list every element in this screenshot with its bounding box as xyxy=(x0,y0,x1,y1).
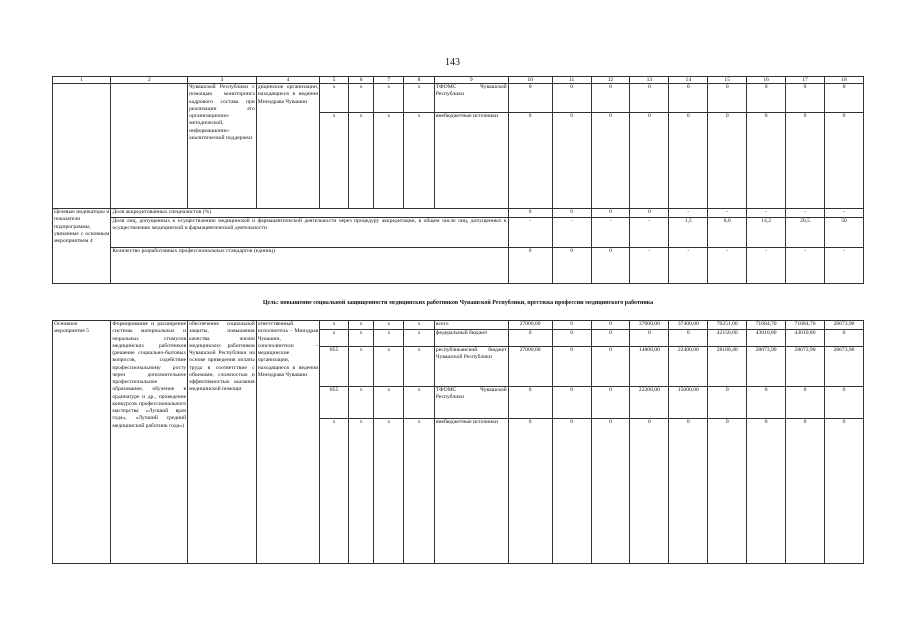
value-cell: 37000,00 xyxy=(630,321,669,330)
table-row xyxy=(53,321,864,330)
code-cell: x xyxy=(404,419,435,564)
table-row xyxy=(53,84,864,113)
value-cell: 0 xyxy=(786,419,825,564)
code-cell: x xyxy=(374,387,404,419)
value-cell: 20,5 xyxy=(786,218,825,248)
value-cell: 0 xyxy=(786,387,825,419)
value-cell: 71684,70 xyxy=(786,321,825,330)
value-cell: 0 xyxy=(786,84,825,113)
indicator-row xyxy=(53,209,864,218)
activity-goal: обеспечение социальной защиты, повышения качества жизни медицинских работников Чувашской Республики на основе приведения оплаты труда в соответствие с объемами, сложностью и эффективностью оказания медицинской помощи xyxy=(188,321,257,564)
header-cell: 15 xyxy=(708,77,747,84)
header-cell: 13 xyxy=(630,77,669,84)
value-cell: - xyxy=(508,218,552,248)
value-cell: 50 xyxy=(824,218,863,248)
code-cell: x xyxy=(404,321,435,330)
value-cell: 0 xyxy=(747,113,786,209)
value-cell: 14,2 xyxy=(747,218,786,248)
empty-cell xyxy=(111,84,188,209)
goal-heading: Цель: повышение социальной защищенности медицинских работников Чувашской Республики, престижа профессии медицинского работника xyxy=(262,300,654,306)
source-cell: республиканский бюджет Чувашской Республики xyxy=(434,347,508,387)
header-cell: 1 xyxy=(53,77,111,84)
code-cell: x xyxy=(404,84,435,113)
value-cell: 0 xyxy=(591,347,630,387)
value-cell: 22400,00 xyxy=(669,347,708,387)
value-cell: 0 xyxy=(747,84,786,113)
value-cell: 0 xyxy=(591,387,630,419)
code-cell: x xyxy=(320,113,349,209)
indicator-row xyxy=(53,218,864,248)
source-cell: ТФОМС Чувашской Республики xyxy=(434,387,508,419)
value-cell: 28100,40 xyxy=(708,347,747,387)
task-description: Чувашской Республики с помощью мониторинга кадрового состава при реализации его организационно-методической, информационно-аналитической поддержки xyxy=(188,84,257,209)
value-cell: 0 xyxy=(630,419,669,564)
value-cell: - xyxy=(708,209,747,218)
value-cell: 0 xyxy=(552,387,591,419)
code-cell: x xyxy=(348,321,374,330)
value-cell: 0 xyxy=(508,330,552,347)
value-cell: 28673,90 xyxy=(824,321,863,330)
value-cell: 0 xyxy=(552,321,591,330)
code-cell: x xyxy=(348,330,374,347)
value-cell: 27000,00 xyxy=(508,347,552,387)
value-cell: 43010,80 xyxy=(786,330,825,347)
value-cell: 22200,00 xyxy=(630,387,669,419)
header-cell: 4 xyxy=(256,77,319,84)
value-cell: 0 xyxy=(508,387,552,419)
header-cell: 2 xyxy=(111,77,188,84)
value-cell: 0 xyxy=(630,84,669,113)
value-cell: 0 xyxy=(552,419,591,564)
value-cell: 0 xyxy=(747,387,786,419)
value-cell: 0 xyxy=(669,419,708,564)
value-cell: 0 xyxy=(552,248,591,284)
value-cell: 0 xyxy=(552,209,591,218)
executor-cell: ответственный исполнитель – Минздрав Чувашии, соисполнители – медицинские организации, находящиеся в ведении Минздрава Чувашии xyxy=(256,321,319,564)
value-cell: - xyxy=(824,248,863,284)
code-cell: x xyxy=(374,321,404,330)
value-cell: 0 xyxy=(552,347,591,387)
header-cell: 12 xyxy=(591,77,630,84)
value-cell: 0 xyxy=(591,84,630,113)
value-cell: 0 xyxy=(708,84,747,113)
value-cell: 0 xyxy=(747,419,786,564)
code-cell: x xyxy=(404,113,435,209)
value-cell: 0 xyxy=(669,113,708,209)
code-cell: x xyxy=(348,84,374,113)
value-cell: 28673,90 xyxy=(786,347,825,387)
value-cell: 0 xyxy=(591,113,630,209)
value-cell: 0 xyxy=(591,419,630,564)
value-cell: 0 xyxy=(508,209,552,218)
value-cell: 0 xyxy=(591,330,630,347)
value-cell: 0 xyxy=(630,330,669,347)
program-table-top xyxy=(52,76,864,284)
value-cell: - xyxy=(708,248,747,284)
value-cell: 0 xyxy=(591,321,630,330)
value-cell: 27000,00 xyxy=(508,321,552,330)
value-cell: 14800,00 xyxy=(630,347,669,387)
value-cell: 0 xyxy=(552,113,591,209)
header-cell: 3 xyxy=(188,77,257,84)
value-cell: 0 xyxy=(824,84,863,113)
value-cell: 0 xyxy=(591,248,630,284)
indicator-name: Доля аккредитованных специалистов (%) xyxy=(111,209,508,218)
page-number: 143 xyxy=(445,57,460,68)
header-cell: 5 xyxy=(320,77,349,84)
source-cell: ТФОМС Чувашской Республики xyxy=(434,84,508,113)
code-cell: x xyxy=(404,347,435,387)
value-cell: - xyxy=(747,209,786,218)
activity-name: Основное мероприятие 5 xyxy=(53,321,111,564)
code-cell: x xyxy=(374,84,404,113)
source-cell: всего xyxy=(434,321,508,330)
value-cell: 0 xyxy=(824,330,863,347)
code-cell: x xyxy=(320,330,349,347)
value-cell: 0 xyxy=(630,209,669,218)
code-cell: x xyxy=(404,387,435,419)
code-cell: x xyxy=(320,84,349,113)
code-cell: x xyxy=(374,419,404,564)
value-cell: 43010,80 xyxy=(747,330,786,347)
value-cell: 0 xyxy=(552,84,591,113)
code-cell: x xyxy=(374,347,404,387)
value-cell: 0 xyxy=(630,113,669,209)
code-cell: x xyxy=(348,419,374,564)
value-cell: - xyxy=(747,248,786,284)
value-cell: 0 xyxy=(591,209,630,218)
value-cell: - xyxy=(786,248,825,284)
program-table-activity5 xyxy=(52,320,864,564)
activity-description: Формирование и расширение системы материальных и моральных стимулов медицинских работников (решение социально-бытовых вопросов, содействие профессиональному росту через дополнительное профессиональное образование, обучение в ординатуре и др., проведение конкурсов профессионального мастерства «Лучший врач года», «Лучший средний медицинский работник года») xyxy=(111,321,188,564)
empty-cell xyxy=(53,84,111,209)
value-cell: - xyxy=(786,209,825,218)
code-cell: x xyxy=(404,330,435,347)
header-cell: 8 xyxy=(404,77,435,84)
value-cell: 0 xyxy=(824,419,863,564)
value-cell: - xyxy=(630,248,669,284)
code-cell: x xyxy=(374,113,404,209)
value-cell: 37400,00 xyxy=(669,321,708,330)
value-cell: 0 xyxy=(508,419,552,564)
indicator-name: Доля лиц, допущенных к осуществлению медицинской и фармацевтической деятельности через процедуру аккредитации, в общем числе лиц, допущенных к осуществлению медицинской и фармацевтической деятельности xyxy=(111,218,508,248)
value-cell: 0 xyxy=(786,113,825,209)
value-cell: 71684,70 xyxy=(747,321,786,330)
value-cell: - xyxy=(669,248,708,284)
value-cell: - xyxy=(669,209,708,218)
code-cell: x xyxy=(374,330,404,347)
value-cell: 0 xyxy=(708,419,747,564)
value-cell: 1,5 xyxy=(669,218,708,248)
code-cell: x xyxy=(348,113,374,209)
code-cell: x xyxy=(320,321,349,330)
value-cell: 0 xyxy=(508,248,552,284)
value-cell: 0 xyxy=(508,84,552,113)
value-cell: 0 xyxy=(508,113,552,209)
header-cell: 16 xyxy=(747,77,786,84)
value-cell: 0 xyxy=(708,387,747,419)
source-cell: внебюджетные источники xyxy=(434,113,508,209)
executor-cell: дицинские организации, находящиеся в ведении Минздрава Чувашии xyxy=(256,84,319,209)
header-cell: 11 xyxy=(552,77,591,84)
header-cell: 9 xyxy=(434,77,508,84)
value-cell: 0 xyxy=(824,387,863,419)
value-cell: - xyxy=(630,218,669,248)
source-cell: внебюджетные источники xyxy=(434,419,508,564)
value-cell: 42150,60 xyxy=(708,330,747,347)
source-cell: федеральный бюджет xyxy=(434,330,508,347)
value-cell: 15000,00 xyxy=(669,387,708,419)
column-number-row xyxy=(53,77,864,84)
indicators-label: Целевые индикаторы и показатели подпрограммы, увязанные с основным мероприятием 4 xyxy=(53,209,111,284)
value-cell: 70251,00 xyxy=(708,321,747,330)
value-cell: - xyxy=(824,209,863,218)
code-cell: x xyxy=(348,387,374,419)
header-cell: 6 xyxy=(348,77,374,84)
header-cell: 14 xyxy=(669,77,708,84)
value-cell: 8,0 xyxy=(708,218,747,248)
code-cell: 855 xyxy=(320,347,349,387)
value-cell: - xyxy=(591,218,630,248)
code-cell: x xyxy=(320,419,349,564)
value-cell: 0 xyxy=(669,330,708,347)
code-cell: 855 xyxy=(320,387,349,419)
value-cell: 0 xyxy=(824,113,863,209)
header-cell: 17 xyxy=(786,77,825,84)
indicator-row xyxy=(53,248,864,284)
header-cell: 10 xyxy=(508,77,552,84)
value-cell: 0 xyxy=(669,84,708,113)
code-cell: x xyxy=(348,347,374,387)
value-cell: 0 xyxy=(552,330,591,347)
indicator-name: Количество разработанных профессиональных стандартов (единиц) xyxy=(111,248,508,284)
value-cell: - xyxy=(552,218,591,248)
header-cell: 18 xyxy=(824,77,863,84)
value-cell: 0 xyxy=(708,113,747,209)
value-cell: 28673,90 xyxy=(824,347,863,387)
header-cell: 7 xyxy=(374,77,404,84)
value-cell: 28673,90 xyxy=(747,347,786,387)
